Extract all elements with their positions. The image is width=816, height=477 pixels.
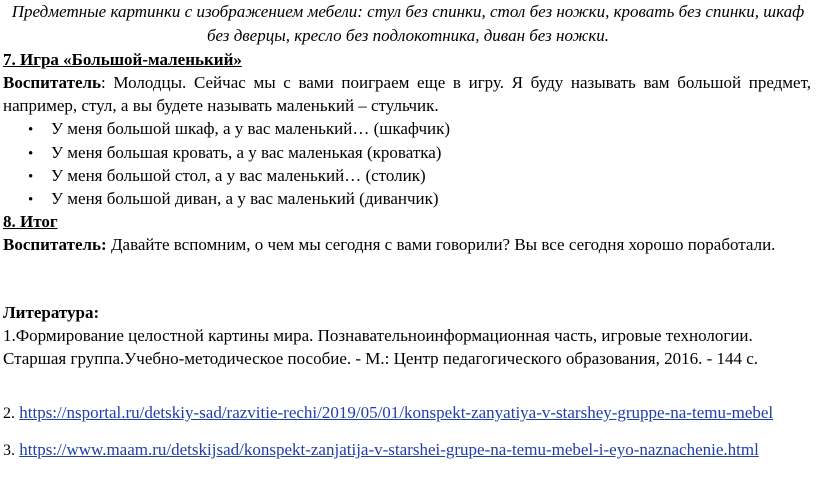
bullet-text: У меня большой диван, а у вас маленький (диванчик) [51,189,439,208]
literature-item-3-number: 3. [3,442,15,459]
bullet-item [28,143,441,164]
bullet-text: У меня большая кровать, а у вас маленькая (кроватка) [51,143,442,162]
literature-link-3[interactable]: https://www.maam.ru/detskijsad/konspekt-zanjatija-v-starshei-grupe-na-temu-mebel-i-eyo-naznachenie.html [19,440,759,459]
literature-item-2 [3,403,773,424]
section-8-title: 8. Итог [3,212,58,231]
bullet-icon [28,189,51,210]
literature-link-2[interactable]: https://nsportal.ru/detskiy-sad/razvitie-rechi/2019/05/01/konspekt-zanyatiya-v-starshey-gruppe-na-temu-mebel [19,403,774,422]
section-8-text-line [3,235,775,255]
literature-title: Литература: [3,303,100,322]
intro-line-2: без дверцы, кресло без подлокотника, диван без ножки. [206,26,610,45]
section-7-text: : Молодцы. Сейчас мы с вами поиграем еще в игру. Я буду называть вам большой предмет, [101,73,811,92]
bullet-icon [28,119,51,140]
bullet-item [28,189,439,210]
literature-item-3 [3,440,759,461]
section-8-text: Давайте вспомним, о чем мы сегодня с вами говорили? Вы все сегодня хорошо поработали. [106,235,776,254]
literature-item-1-line-2: Старшая группа.Учебно-методическое пособие. - М.: Центр педагогического образования, 2016. - 144 с. [3,349,759,368]
bullet-text: У меня большой стол, а у вас маленький… (столик) [51,166,426,185]
intro-line-1: Предметные картинки с изображением мебели: стул без спинки, стол без ножки, кровать без спинки, шкаф [11,2,805,21]
section-8-speaker: Воспитатель: [3,235,107,254]
literature-item-1-line-1: 1.Формирование целостной картины мира. Познавательноинформационная часть, игровые технологии. [3,326,753,345]
section-7-speaker: Воспитатель [3,73,102,92]
bullet-item [28,119,450,140]
section-7-title: 7. Игра «Большой-маленький» [3,50,242,69]
section-7-text-line-1 [3,73,811,93]
bullet-item [28,166,426,187]
bullet-text: У меня большой шкаф, а у вас маленький… (шкафчик) [51,119,451,138]
section-7-text-line-2: например, стул, а вы будете называть маленький – стульчик. [3,96,439,115]
bullet-icon [28,143,51,164]
bullet-icon [28,166,51,187]
literature-item-2-number: 2. [3,405,15,422]
